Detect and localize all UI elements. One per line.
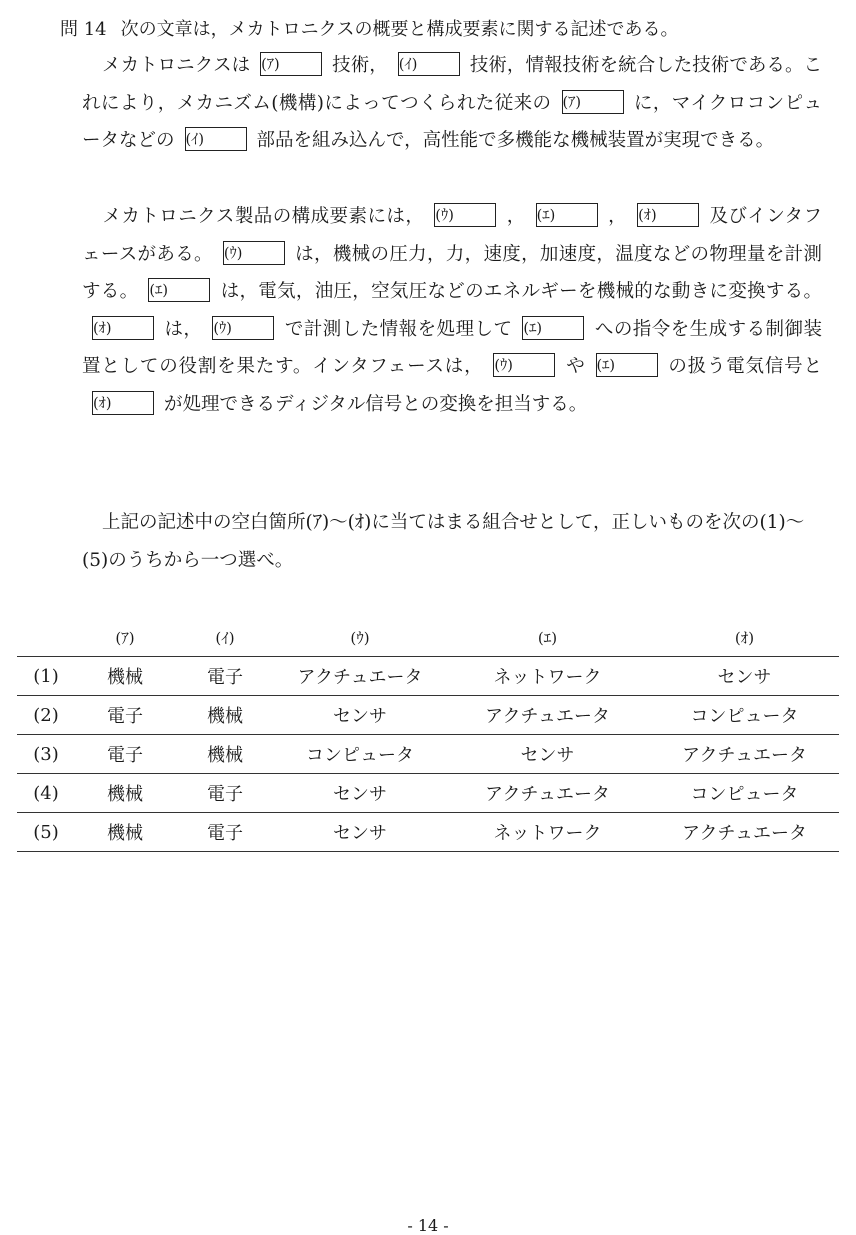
question-instruction: 上記の記述中の空白箇所(ｱ)～(ｵ)に当てはまる組合せとして，正しいものを次の(1)～(5)のうちから一つ選べ。 — [82, 512, 805, 571]
choice-row-3[interactable] — [17, 735, 839, 774]
passage-paragraph-2: メカトロニクス製品の構成要素には， (ｳ) ， (ｴ) ， (ｵ) 及びインタフェースがある。 (ｳ) は，機械の圧力，力，速度，加速度，温度などの物理量を計測する。 (ｴ) は，電気，油圧，空気圧などのエネルギーを機械的な動きに変換する。(ｵ) は， (ｳ) で計測した情報を処理して (ｴ) への指令を生成する制御装置としての役割を果たす。インタフェースは， (ｳ) や (ｴ) の扱う電気信号と(ｵ) が処理できるディジタル信号との変換を担当する。 — [82, 198, 822, 423]
choice-number: (2) — [17, 696, 75, 735]
table-cell: センサ — [445, 735, 650, 774]
blank-u: (ｳ) — [212, 316, 274, 340]
table-cell: アクチュエータ — [275, 657, 445, 696]
table-cell: 電子 — [75, 735, 175, 774]
table-cell: ネットワーク — [445, 657, 650, 696]
choice-row-4[interactable] — [17, 774, 839, 813]
table-cell: コンピュータ — [650, 774, 839, 813]
blank-o: (ｵ) — [637, 203, 699, 227]
blank-o: (ｵ) — [92, 316, 154, 340]
table-cell: コンピュータ — [275, 735, 445, 774]
table-cell: センサ — [275, 696, 445, 735]
choice-number: (1) — [17, 657, 75, 696]
table-header-row — [17, 618, 839, 657]
blank-o: (ｵ) — [92, 391, 154, 415]
table-cell: センサ — [275, 774, 445, 813]
table-cell: 電子 — [75, 696, 175, 735]
table-cell: 機械 — [75, 813, 175, 852]
table-cell: 電子 — [175, 774, 275, 813]
passage-paragraph-1: メカトロニクスは (ｱ) 技術， (ｲ) 技術，情報技術を統合した技術である。これにより，メカニズム(機構)によってつくられた従来の (ｱ) に，マイクロコンピュータなどの (ｲ) 部品を組み込んで，高性能で多機能な機械装置が実現できる。 — [82, 47, 822, 160]
blank-u: (ｳ) — [493, 353, 555, 377]
blank-e: (ｴ) — [596, 353, 658, 377]
question-heading — [60, 13, 678, 47]
table-cell: センサ — [650, 657, 839, 696]
table-cell: 機械 — [75, 774, 175, 813]
table-header: (ｵ) — [734, 628, 755, 647]
table-header: (ｳ) — [350, 628, 370, 647]
table-cell: 機械 — [175, 696, 275, 735]
choice-number: (3) — [17, 735, 75, 774]
question-intro: 次の文章は，メカトロニクスの概要と構成要素に関する記述である。 — [120, 19, 679, 40]
choice-number: (5) — [17, 813, 75, 852]
table-cell: センサ — [275, 813, 445, 852]
table-cell: アクチュエータ — [650, 735, 839, 774]
table-cell: 機械 — [175, 735, 275, 774]
blank-u: (ｳ) — [223, 241, 285, 265]
blank-u: (ｳ) — [434, 203, 496, 227]
table-cell: アクチュエータ — [445, 696, 650, 735]
blank-i: (ｲ) — [185, 127, 247, 151]
table-cell: アクチュエータ — [650, 813, 839, 852]
choice-row-1[interactable] — [17, 657, 839, 696]
table-header — [17, 618, 75, 657]
table-header: (ｲ) — [215, 628, 235, 647]
page-number: - 14 - — [407, 1216, 449, 1235]
blank-a: (ｱ) — [562, 90, 624, 114]
question-number: 問 14 — [60, 19, 107, 40]
table-cell: ネットワーク — [445, 813, 650, 852]
blank-a: (ｱ) — [260, 52, 322, 76]
blank-e: (ｴ) — [536, 203, 598, 227]
table-cell: アクチュエータ — [445, 774, 650, 813]
table-cell: 電子 — [175, 657, 275, 696]
choice-row-2[interactable] — [17, 696, 839, 735]
table-cell: 電子 — [175, 813, 275, 852]
answer-choices-table — [17, 618, 839, 852]
table-header: (ｱ) — [115, 628, 135, 647]
choice-row-5[interactable] — [17, 813, 839, 852]
choice-number: (4) — [17, 774, 75, 813]
table-cell: 機械 — [75, 657, 175, 696]
blank-i: (ｲ) — [398, 52, 460, 76]
blank-e: (ｴ) — [522, 316, 584, 340]
table-header: (ｴ) — [537, 628, 558, 647]
table-cell: コンピュータ — [650, 696, 839, 735]
blank-e: (ｴ) — [148, 278, 210, 302]
